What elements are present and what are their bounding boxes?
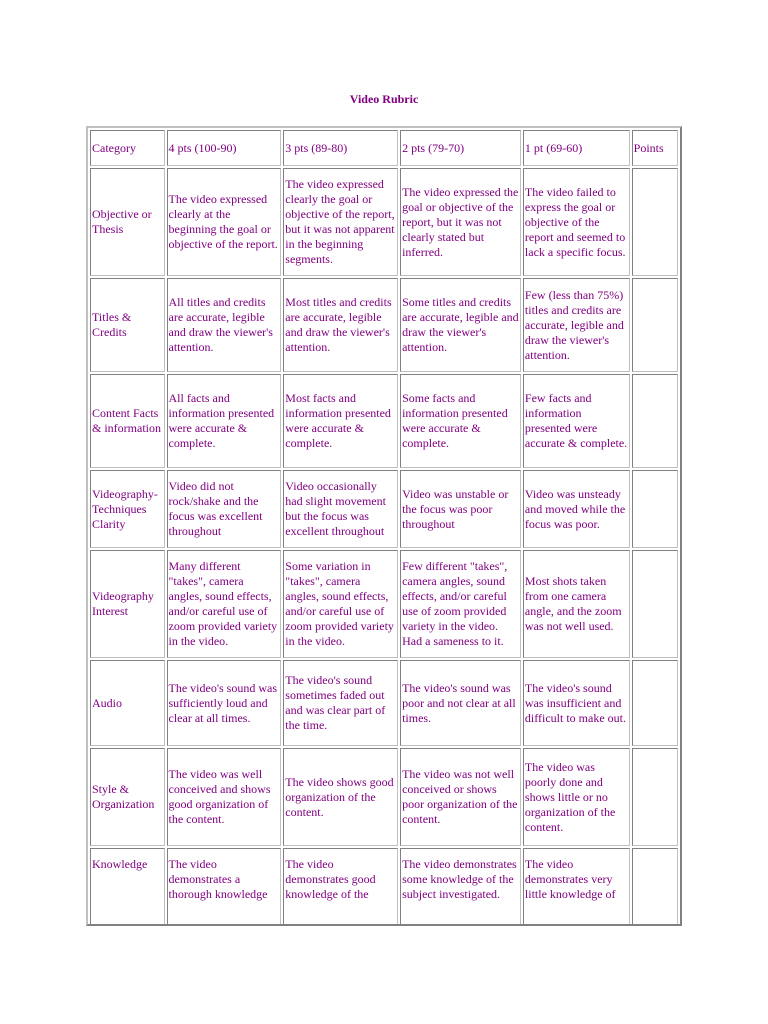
header-cell-2pts: 2 pts (79-70) [400,130,521,166]
criteria-cell: Some variation in "takes", camera angles, sound effects, and/or careful use of zoom provided variety in the video. [283,550,398,658]
criteria-cell: The video was poorly done and shows little or no organization of the content. [523,748,630,846]
table-row [90,660,678,746]
category-cell: Titles & Credits [90,278,165,372]
criteria-cell: The video demonstrates some knowledge of the subject investigated. [400,848,521,926]
criteria-cell: The video demonstrates a thorough knowledge [167,848,282,926]
criteria-cell: The video expressed the goal or objective of the report, but it was not clearly stated but inferred. [400,168,521,276]
criteria-cell: The video's sound was sufficiently loud and clear at all times. [167,660,282,746]
category-cell: Audio [90,660,165,746]
header-cell-3pts: 3 pts (89-80) [283,130,398,166]
criteria-cell: All facts and information presented were accurate & complete. [167,374,282,468]
criteria-cell: Video did not rock/shake and the focus was excellent throughout [167,470,282,548]
criteria-cell: All titles and credits are accurate, legible and draw the viewer's attention. [167,278,282,372]
category-cell: Objective or Thesis [90,168,165,276]
criteria-cell: The video expressed clearly at the beginning the goal or objective of the report. [167,168,282,276]
table-row [90,374,678,468]
criteria-cell: The video was not well conceived or shows poor organization of the content. [400,748,521,846]
header-cell-category: Category [90,130,165,166]
category-cell: Videography- Techniques Clarity [90,470,165,548]
rubric-table [88,128,680,926]
criteria-cell: The video demonstrates very little knowledge of [523,848,630,926]
header-cell-4pts: 4 pts (100-90) [167,130,282,166]
criteria-cell: The video demonstrates good knowledge of the [283,848,398,926]
table-row [90,470,678,548]
criteria-cell: Few (less than 75%) titles and credits are accurate, legible and draw the viewer's attention. [523,278,630,372]
document-title: Video Rubric [349,92,419,106]
criteria-cell: Most titles and credits are accurate, legible and draw the viewer's attention. [283,278,398,372]
points-cell [632,848,678,926]
criteria-cell: The video expressed clearly the goal or objective of the report, but it was not apparent in the beginning segments. [283,168,398,276]
criteria-cell: Most shots taken from one camera angle, and the zoom was not well used. [523,550,630,658]
category-cell: Style & Organization [90,748,165,846]
criteria-cell: The video's sound sometimes faded out and was clear part of the time. [283,660,398,746]
table-row [90,550,678,658]
criteria-cell: Most facts and information presented were accurate & complete. [283,374,398,468]
category-cell: Content Facts & information [90,374,165,468]
criteria-cell: Some facts and information presented were accurate & complete. [400,374,521,468]
criteria-cell: The video failed to express the goal or objective of the report and seemed to lack a specific focus. [523,168,630,276]
criteria-cell: The video shows good organization of the content. [283,748,398,846]
category-cell: Videography Interest [90,550,165,658]
points-cell [632,748,678,846]
criteria-cell: The video's sound was insufficient and difficult to make out. [523,660,630,746]
rubric-table-frame [86,126,682,926]
points-cell [632,374,678,468]
points-cell [632,278,678,372]
points-cell [632,550,678,658]
table-row [90,278,678,372]
criteria-cell: Video occasionally had slight movement but the focus was excellent throughout [283,470,398,548]
points-cell [632,470,678,548]
category-cell: Knowledge [90,848,165,926]
table-row [90,748,678,846]
header-cell-points: Points [632,130,678,166]
criteria-cell: Some titles and credits are accurate, legible and draw the viewer's attention. [400,278,521,372]
points-cell [632,660,678,746]
criteria-cell: Few facts and information presented were accurate & complete. [523,374,630,468]
criteria-cell: Many different "takes", camera angles, sound effects, and/or careful use of zoom provided variety in the video. [167,550,282,658]
criteria-cell: Video was unsteady and moved while the focus was poor. [523,470,630,548]
criteria-cell: Video was unstable or the focus was poor throughout [400,470,521,548]
table-row [90,848,678,926]
table-row [90,168,678,276]
table-header-row [90,130,678,166]
criteria-cell: The video was well conceived and shows good organization of the content. [167,748,282,846]
criteria-cell: Few different "takes", camera angles, sound effects, and/or careful use of zoom provided variety in the video. Had a sameness to it. [400,550,521,658]
header-cell-1pt: 1 pt (69-60) [523,130,630,166]
criteria-cell: The video's sound was poor and not clear at all times. [400,660,521,746]
points-cell [632,168,678,276]
